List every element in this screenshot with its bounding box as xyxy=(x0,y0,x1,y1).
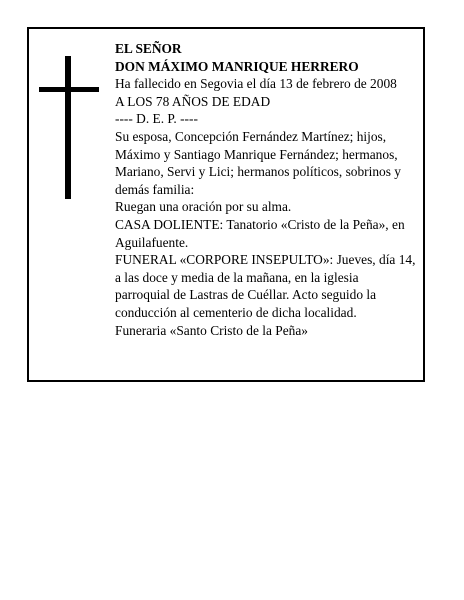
notice-line: conducción al cementerio de dicha localidad. xyxy=(115,304,357,320)
cross-horizontal-bar xyxy=(39,87,99,92)
notice-line: Su esposa, Concepción Fernández Martínez; hijos, xyxy=(115,128,387,144)
latin-cross-icon xyxy=(39,56,99,199)
notice-text xyxy=(115,40,427,339)
notice-line: CASA DOLIENTE: Tanatorio «Cristo de la Peña», en xyxy=(115,216,405,232)
notice-line: DON MÁXIMO MANRIQUE HERRERO xyxy=(115,58,359,74)
notice-line: FUNERAL «CORPORE INSEPULTO»: Jueves, día 14, xyxy=(115,252,416,268)
notice-line: Ruegan una oración por su alma. xyxy=(115,199,292,215)
notice-line: EL SEÑOR xyxy=(115,41,182,56)
notice-line: a las doce y media de la mañana, en la iglesia xyxy=(115,269,359,285)
notice-line: Ha fallecido en Segovia el día 13 de febrero de 2008 xyxy=(115,76,397,92)
notice-line: Funeraria «Santo Cristo de la Peña» xyxy=(115,322,309,338)
notice-line: ---- D. E. P. ---- xyxy=(115,111,198,127)
notice-line: A LOS 78 AÑOS DE EDAD xyxy=(115,93,271,109)
notice-line: Aguilafuente. xyxy=(115,234,189,250)
notice-line: parroquial de Lastras de Cuéllar. Acto seguido la xyxy=(115,287,377,303)
obituary-notice xyxy=(27,27,425,382)
notice-line: Máximo y Santiago Manrique Fernández; hermanos, xyxy=(115,146,398,162)
notice-line: demás familia: xyxy=(115,181,195,197)
cross-vertical-bar xyxy=(65,56,71,199)
notice-line: Mariano, Servi y Lici; hermanos políticos, sobrinos y xyxy=(115,164,401,180)
